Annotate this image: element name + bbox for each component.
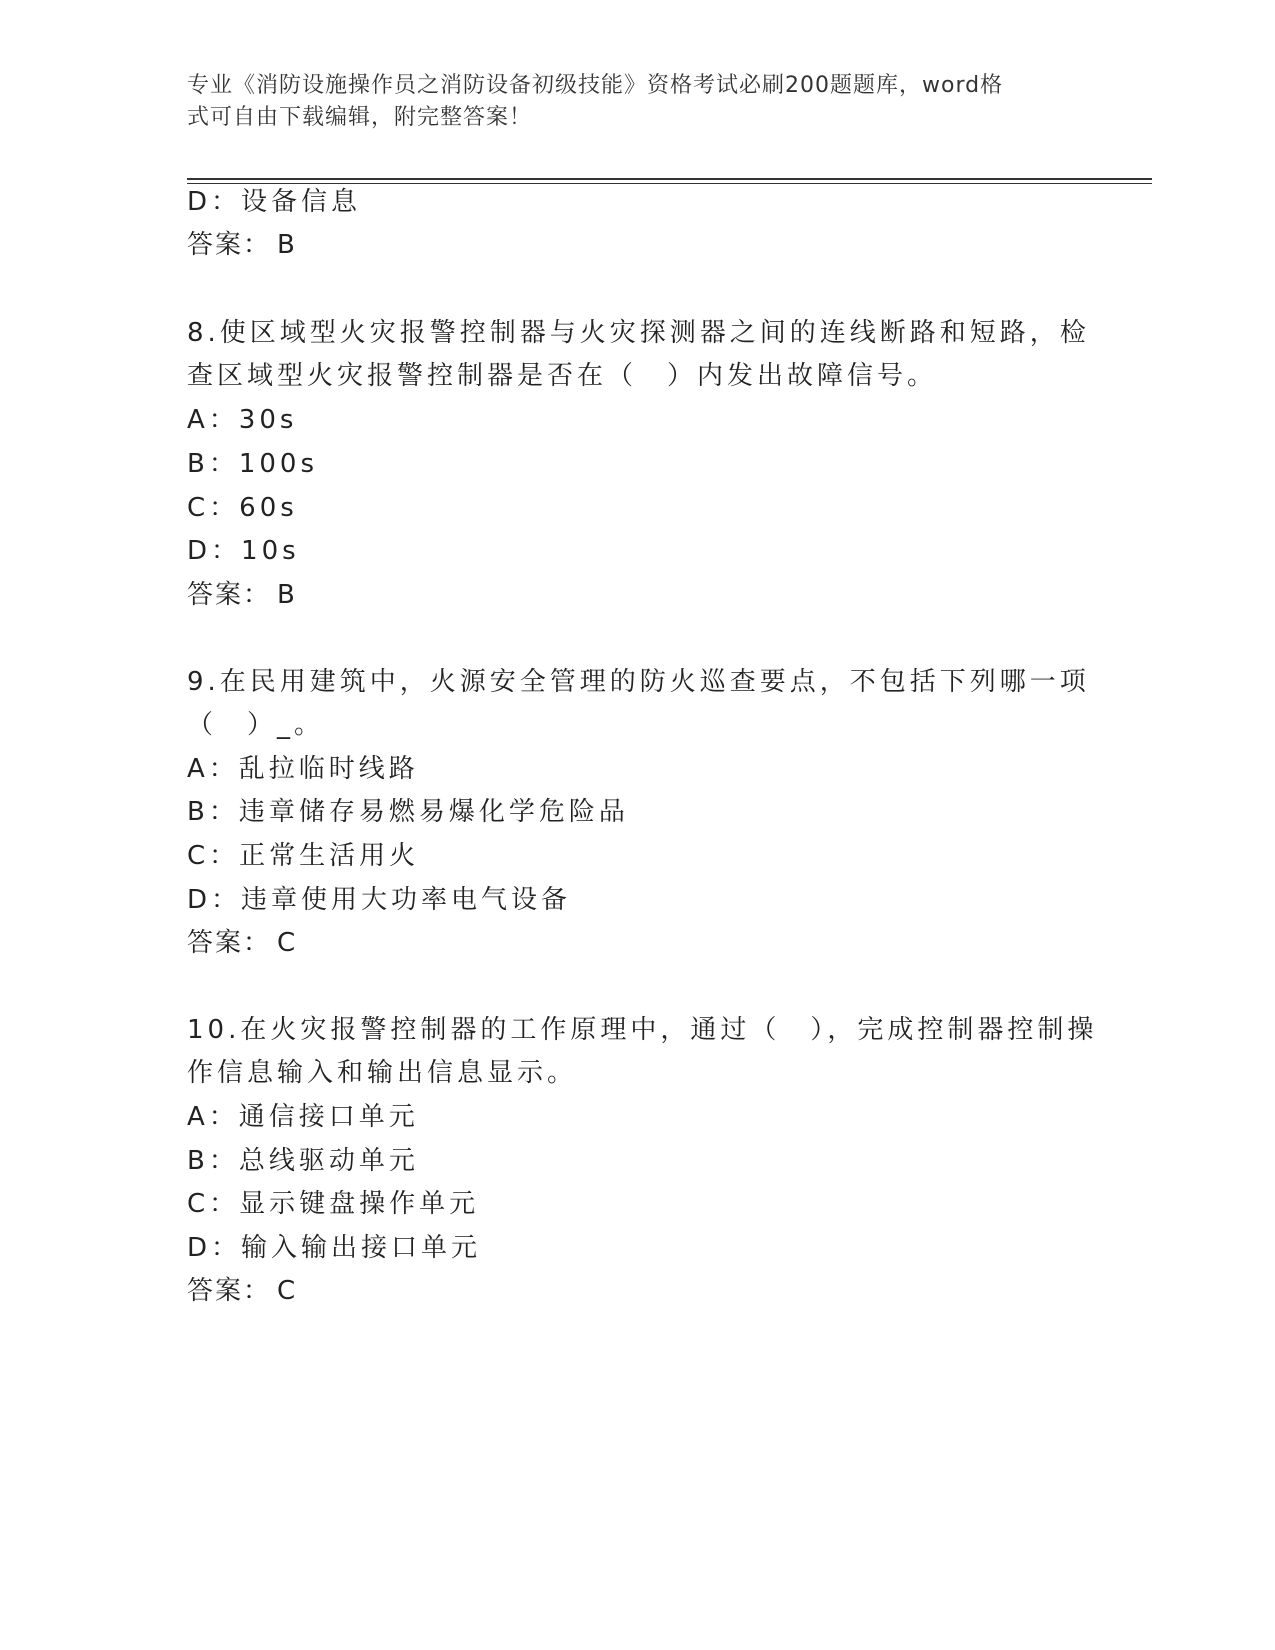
q8-option-b: B：100s [187,449,319,479]
q8-stem-line-1: 8.使区域型火灾报警控制器与火灾探测器之间的连线断路和短路，检 [187,318,1090,348]
q9-option-a: A：乱拉临时线路 [187,754,419,784]
q10-answer [187,1274,297,1308]
q9-option-b: B：违章储存易燃易爆化学危险品 [187,797,629,827]
answer-value: C [277,1276,298,1306]
prev-option-d: D：设备信息 [187,187,362,217]
q8-stem-line-2: 查区域型火灾报警控制器是否在（ ）内发出故障信号。 [187,361,938,391]
q8-answer [187,578,297,612]
answer-value: C [277,928,298,958]
answer-label: 答案： [187,580,272,610]
q10-option-c: C：显示键盘操作单元 [187,1189,480,1219]
q8-option-d: D：10s [187,536,300,566]
q9-option-c: C：正常生活用火 [187,841,420,871]
q10-stem-line-1: 10.在火灾报警控制器的工作原理中，通过（ ），完成控制器控制操 [187,1015,1098,1045]
header-line-2: 式可自由下载编辑，附完整答案！ [187,105,533,130]
q8-option-c: C：60s [187,493,298,523]
header-line-1: 专业《消防设施操作员之消防设备初级技能》资格考试必刷200题题库，word格 [187,73,1004,98]
document-header [187,70,1067,134]
q10-stem-line-2: 作信息输入和输出信息显示。 [187,1058,578,1088]
answer-label: 答案： [187,928,272,958]
q8-option-a: A：30s [187,405,298,435]
q10-option-a: A：通信接口单元 [187,1102,419,1132]
q9-stem-line-1: 9.在民用建筑中，火源安全管理的防火巡查要点，不包括下列哪一项 [187,667,1090,697]
prev-answer [187,228,297,262]
header-divider [187,178,1152,184]
q9-stem-line-2: （ ）_。 [187,710,325,740]
answer-value: B [277,230,297,260]
q9-option-d: D：违章使用大功率电气设备 [187,885,572,915]
q10-option-b: B：总线驱动单元 [187,1146,419,1176]
answer-value: B [277,580,297,610]
answer-label: 答案： [187,230,272,260]
answer-label: 答案： [187,1276,272,1306]
q9-answer [187,926,297,960]
q10-option-d: D：输入输出接口单元 [187,1233,482,1263]
